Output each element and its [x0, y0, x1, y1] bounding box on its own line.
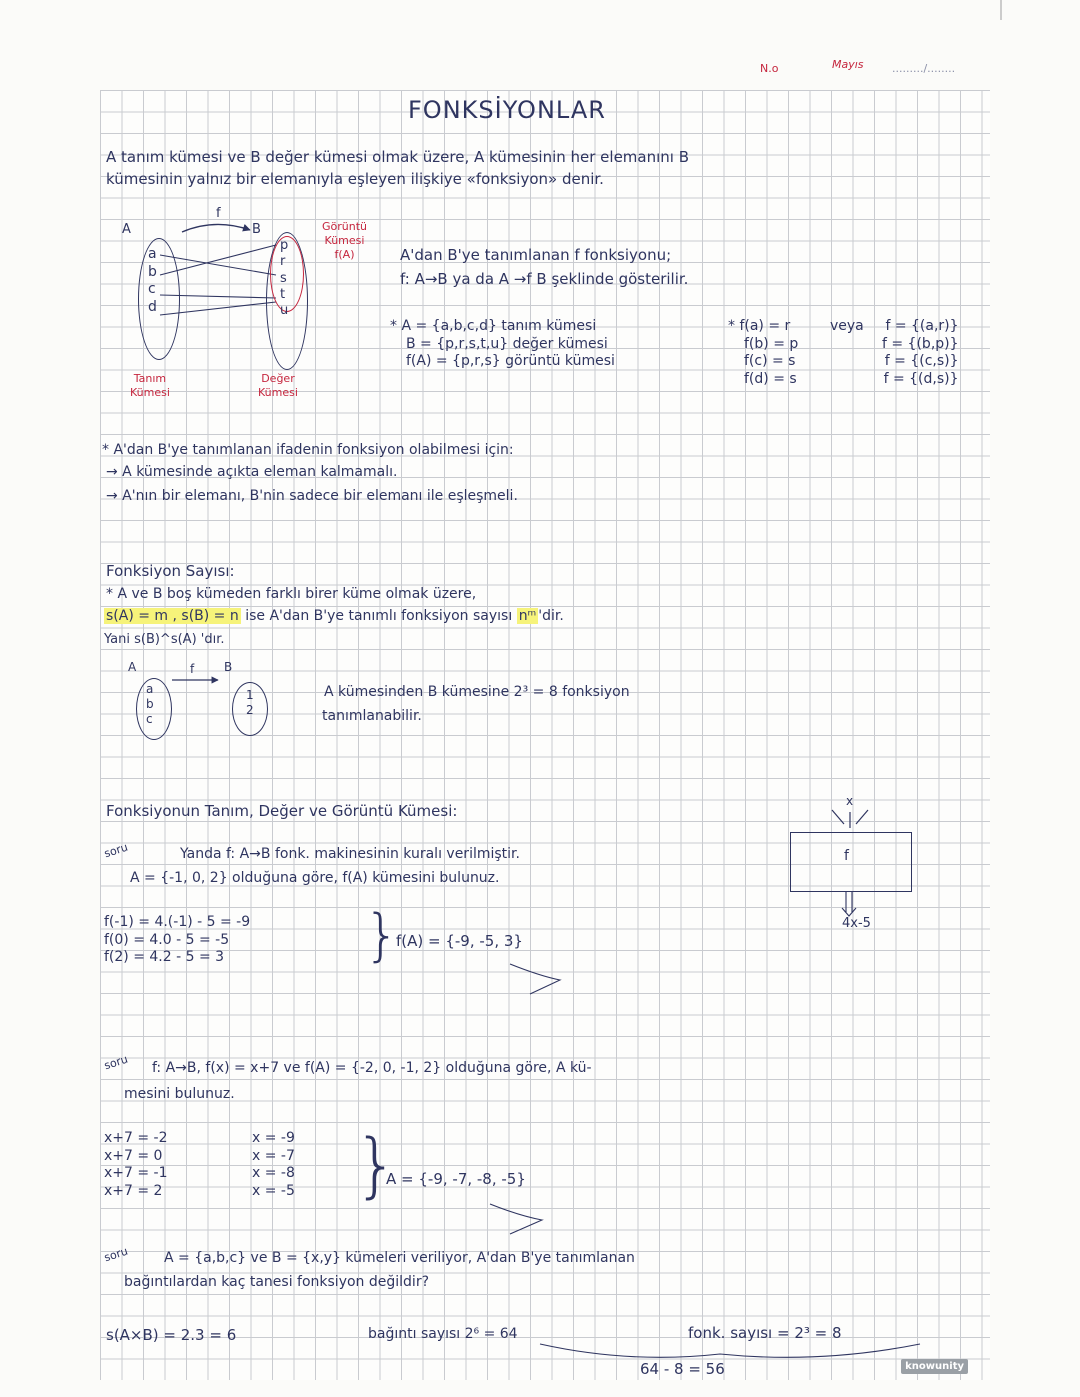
- set-a-element: c: [148, 281, 156, 297]
- notation-line-2: f: A→B ya da A →f B şeklinde gösterilir.: [400, 270, 689, 288]
- example-a-element: c: [146, 712, 153, 726]
- example-b-element: 2: [246, 703, 254, 717]
- set-b-element: u: [280, 303, 289, 318]
- example-arrow-svg: [100, 90, 300, 750]
- q3-brace-curve: [520, 1342, 940, 1366]
- brace: }: [354, 1124, 399, 1206]
- q2-solution: x = -7: [252, 1147, 295, 1164]
- question-3-line-1: A = {a,b,c} ve B = {x,y} kümeleri veriliyor, A'dan B'ye tanımlanan: [164, 1250, 635, 1266]
- question-1-line-1: Yanda f: A→B fonk. makinesinin kuralı verilmiştir.: [180, 846, 520, 862]
- q3-calc-1: s(A×B) = 2.3 = 6: [106, 1326, 237, 1344]
- example-f: f: [190, 662, 195, 676]
- q2-equations: [104, 1130, 168, 1200]
- machine-output: 4x-5: [842, 916, 871, 931]
- mapping-pair: f = {(d,s)}: [883, 370, 959, 387]
- result-set-A: A = {-9, -7, -8, -5}: [386, 1170, 526, 1188]
- domain-caption-line: Tanım: [133, 372, 167, 385]
- notebook-page: [100, 90, 990, 1380]
- mapping-values: [728, 318, 798, 388]
- set-b-element: r: [280, 254, 286, 270]
- function-count-suffix: 'dir.: [538, 608, 564, 624]
- brace: }: [364, 903, 400, 968]
- result-underline-squiggle: [500, 958, 580, 998]
- mapping-pair: f = {(a,r)}: [885, 318, 959, 334]
- example-text-1: A kümesinden B kümesine 2³ = 8 fonksiyon: [324, 684, 630, 700]
- q2-equation: x+7 = 2: [104, 1182, 163, 1199]
- diagram-label-a: A: [122, 222, 131, 237]
- mapping-pair: f = {(c,s)}: [884, 353, 959, 369]
- top-marks: N.o: [760, 62, 779, 75]
- machine-box: [790, 832, 912, 892]
- highlight-sA-sB: s(A) = m , s(B) = n: [106, 608, 239, 624]
- set-b-element: t: [280, 286, 286, 302]
- q2-equation: x+7 = -1: [104, 1165, 168, 1181]
- mapping-value: f(d) = s: [744, 370, 797, 387]
- image-caption-line: Görüntü: [322, 220, 368, 233]
- example-label-a: A: [128, 660, 137, 674]
- q3-calc-3: fonk. sayısı = 2³ = 8: [688, 1324, 842, 1342]
- top-marks-red: Mayıs: [832, 58, 864, 71]
- set-b-element: s: [280, 270, 287, 286]
- condition-item: → A kümesinde açıkta eleman kalmamalı.: [106, 464, 398, 480]
- date-field: ........./........: [892, 62, 956, 75]
- image-caption: [322, 220, 367, 261]
- domain-range-heading: Fonksiyonun Tanım, Değer ve Görüntü Kümesi:: [106, 802, 458, 820]
- q3-calc-2: bağıntı sayısı 2⁶ = 64: [368, 1326, 518, 1342]
- question-2-line-2: mesini bulunuz.: [124, 1086, 235, 1102]
- codomain-caption-line: Değer: [261, 372, 295, 385]
- calc-step: f(0) = 4.0 - 5 = -5: [104, 931, 230, 948]
- page-title: FONKSİYONLAR: [408, 96, 606, 124]
- q3-answer: 64 - 8 = 56: [640, 1360, 725, 1378]
- calc-step: f(-1) = 4.(-1) - 5 = -9: [104, 914, 251, 930]
- definition-line-1: A tanım kümesi ve B değer kümesi olmak üzere, A kümesinin her elemanını B: [106, 148, 690, 166]
- mapping-pair: f = {(b,p)}: [882, 335, 959, 352]
- q2-solution: x = -8: [252, 1165, 295, 1181]
- result-fA: f(A) = {-9, -5, 3}: [396, 932, 523, 950]
- conditions-heading: * A'dan B'ye tanımlanan ifadenin fonksiyon olabilmesi için:: [102, 442, 514, 458]
- example-set-b: [246, 688, 254, 718]
- calc-steps: [104, 914, 250, 967]
- diagram-label-b: B: [252, 222, 261, 237]
- example-a-element: a: [146, 682, 154, 696]
- soru-label: soru: [102, 1052, 130, 1073]
- image-caption-line: f(A): [334, 247, 355, 261]
- q2-equation: x+7 = -2: [104, 1130, 168, 1146]
- soru-label: soru: [102, 840, 130, 861]
- highlight-n-power-m: nᵐ: [518, 608, 537, 624]
- set-b-element: p: [280, 238, 289, 253]
- example-text-2: tanımlanabilir.: [322, 708, 422, 724]
- page-edge-mark: [1000, 0, 1002, 20]
- diagram-arrow-f: f: [216, 206, 221, 221]
- set-a-element: d: [148, 298, 157, 315]
- sets-info: [390, 318, 615, 371]
- sets-info-line: f(A) = {p,r,s} görüntü kümesi: [406, 353, 615, 369]
- question-2-line-1: f: A→B, f(x) = x+7 ve f(A) = {-2, 0, -1, 2} olduğuna göre, A kü-: [152, 1060, 592, 1076]
- mapping-pairs: [882, 318, 959, 388]
- sets-info-line: * A = {a,b,c,d} tanım kümesi: [390, 318, 597, 334]
- example-label-b: B: [224, 660, 233, 674]
- machine-input: x: [846, 794, 854, 808]
- set-a-element: b: [148, 263, 157, 280]
- domain-caption-line: Kümesi: [130, 385, 170, 399]
- machine-f: f: [844, 848, 849, 864]
- calc-step: f(2) = 4.2 - 5 = 3: [104, 949, 225, 965]
- soru-label: soru: [102, 1244, 130, 1265]
- q2-solution: x = -9: [252, 1130, 295, 1146]
- sets-info-line: B = {p,r,s,t,u} değer kümesi: [406, 335, 608, 352]
- question-1-line-2: A = {-1, 0, 2} olduğuna göre, f(A) kümesini bulunuz.: [130, 870, 500, 886]
- q2-solutions: [252, 1130, 295, 1200]
- veya-word: veya: [830, 318, 864, 334]
- set-a-element: a: [148, 246, 157, 262]
- condition-item: → A'nın bir elemanı, B'nin sadece bir elemanı ile eşleşmeli.: [106, 488, 518, 504]
- question-3-line-2: bağıntılardan kaç tanesi fonksiyon değildir?: [124, 1274, 429, 1290]
- function-count-heading: Fonksiyon Sayısı:: [106, 562, 235, 580]
- q2-equation: x+7 = 0: [104, 1147, 163, 1164]
- watermark-badge: knowunity: [901, 1359, 968, 1374]
- example-b-element: 1: [246, 688, 254, 702]
- example-set-a-oval: [136, 678, 172, 740]
- mapping-value: * f(a) = r: [728, 318, 791, 334]
- q2-solution: x = -5: [252, 1182, 295, 1199]
- image-caption-line: Kümesi: [324, 233, 365, 247]
- function-count-line-1: * A ve B boş kümeden farklı birer küme olmak üzere,: [106, 586, 477, 602]
- codomain-caption-line: Kümesi: [258, 385, 298, 399]
- function-count-text: ise A'dan B'ye tanımlı fonksiyon sayısı: [240, 608, 517, 624]
- example-a-element: b: [146, 697, 154, 711]
- result-underline-squiggle: [480, 1200, 560, 1240]
- definition-line-2: kümesinin yalnız bir elemanıyla eşleyen ilişkiye «fonksiyon» denir.: [106, 170, 604, 188]
- mapping-value: f(c) = s: [744, 353, 796, 369]
- mapping-value: f(b) = p: [744, 335, 799, 352]
- notation-line-1: A'dan B'ye tanımlanan f fonksiyonu;: [400, 246, 672, 264]
- function-count-line-3: Yani s(B)^s(A) 'dır.: [104, 632, 225, 647]
- example-set-a: [146, 682, 154, 727]
